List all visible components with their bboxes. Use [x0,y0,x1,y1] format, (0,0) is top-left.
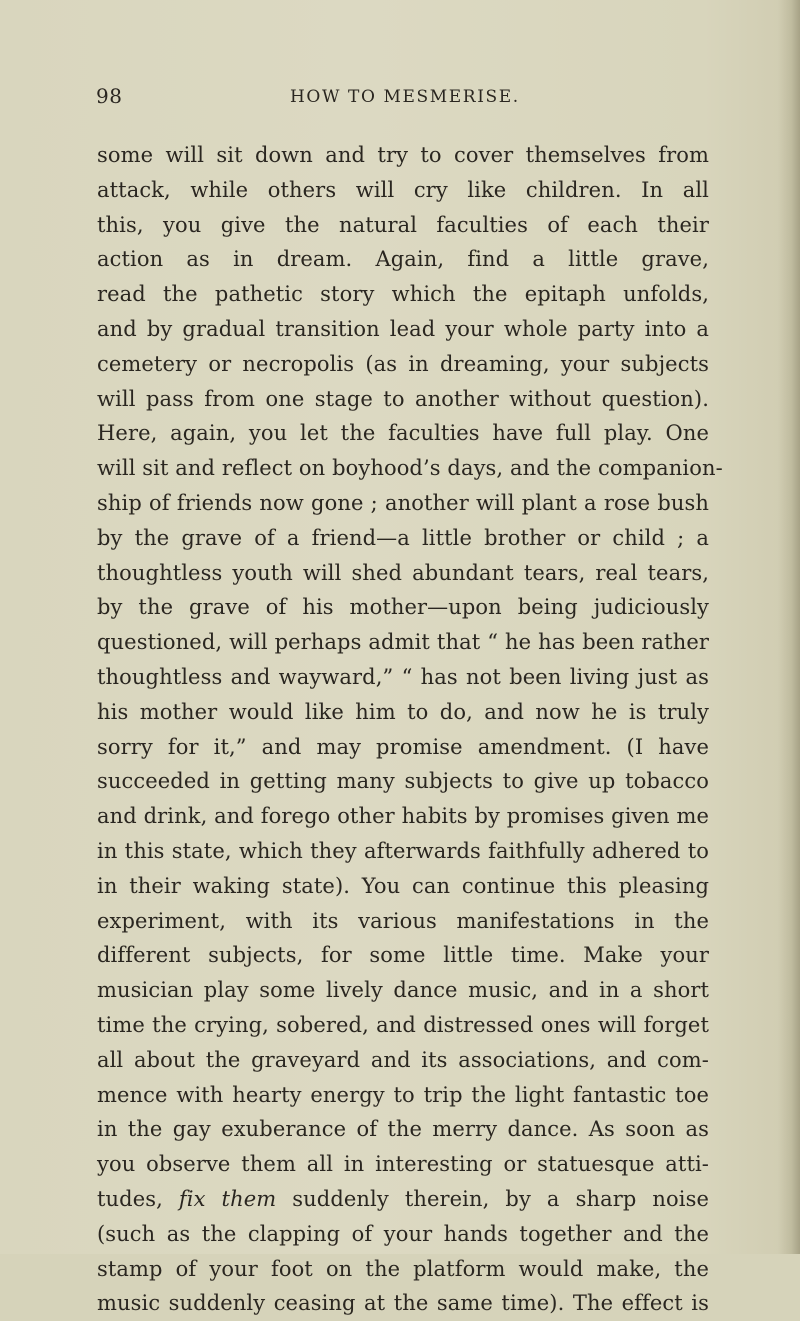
text-line: questioned, will perhaps admit that “ he has been rather [97,630,709,655]
text-line: will sit and reflect on boyhood’s days, and the companion- [97,456,723,481]
text-line: all about the graveyard and its associations, and com- [97,1047,709,1072]
text-line: cemetery or necropolis (as in dreaming, your subjects [97,351,709,376]
text-line: action as in dream. Again, find a little grave, [97,247,709,272]
text-line: thoughtless youth will shed abundant tears, real tears, [97,560,709,585]
text-line: read the pathetic story which the epitaph unfolds, [97,282,709,307]
text-line: sorry for it,” and may promise amendment. (I have [97,734,709,759]
text-segment: suddenly therein, by a sharp noise [276,1186,709,1211]
text-line: this, you give the natural faculties of each their [97,212,709,237]
text-line: will pass from one stage to another without question). [97,386,709,411]
text-line: attack, while others will cry like children. In all [97,177,709,202]
text-segment: tudes, [97,1186,179,1211]
italic-phrase: fix them [178,1186,277,1211]
text-line: in their waking state). You can continue this pleasing [97,873,709,898]
text-line: you observe them all in interesting or statuesque atti- [97,1152,709,1177]
text-line: music suddenly ceasing at the same time). The effect is [97,1291,709,1316]
text-line: and drink, and forego other habits by promises given me [97,804,709,829]
page-header [0,84,800,118]
text-line: experiment, with its various manifestations in the [97,908,709,933]
page-edge-shadow [778,0,800,1254]
text-line: different subjects, for some little time. Make your [97,943,709,968]
text-line: by the grave of his mother—upon being judiciously [97,595,709,620]
text-line: musician play some lively dance music, and in a short [97,978,709,1003]
text-line: (such as the clapping of your hands together and the [97,1221,709,1246]
text-line: Here, again, you let the faculties have full play. One [97,421,709,446]
text-line: mence with hearty energy to trip the light fantastic toe [97,1082,709,1107]
text-line: thoughtless and wayward,” “ has not been living just as [97,664,709,689]
text-line: and by gradual transition lead your whole party into a [97,316,709,341]
text-line: by the grave of a friend—a little brother or child ; a [97,525,709,550]
text-line: his mother would like him to do, and now he is truly [97,699,709,724]
text-line-with-italic [97,1182,709,1217]
text-line: succeeded in getting many subjects to give up tobacco [97,769,709,794]
page-number: 98 [96,84,123,108]
text-line: time the crying, sobered, and distressed ones will forget [97,1012,709,1037]
text-line: stamp of your foot on the platform would make, the [97,1256,709,1281]
running-head: HOW TO MESMERISE. [290,87,520,107]
body-text [97,138,723,1321]
text-line: in the gay exuberance of the merry dance. As soon as [97,1117,709,1142]
text-line: some will sit down and try to cover themselves from [97,143,709,167]
text-line: in this state, which they afterwards faithfully adhered to [97,838,709,863]
text-line: ship of friends now gone ; another will plant a rose bush [97,490,709,515]
